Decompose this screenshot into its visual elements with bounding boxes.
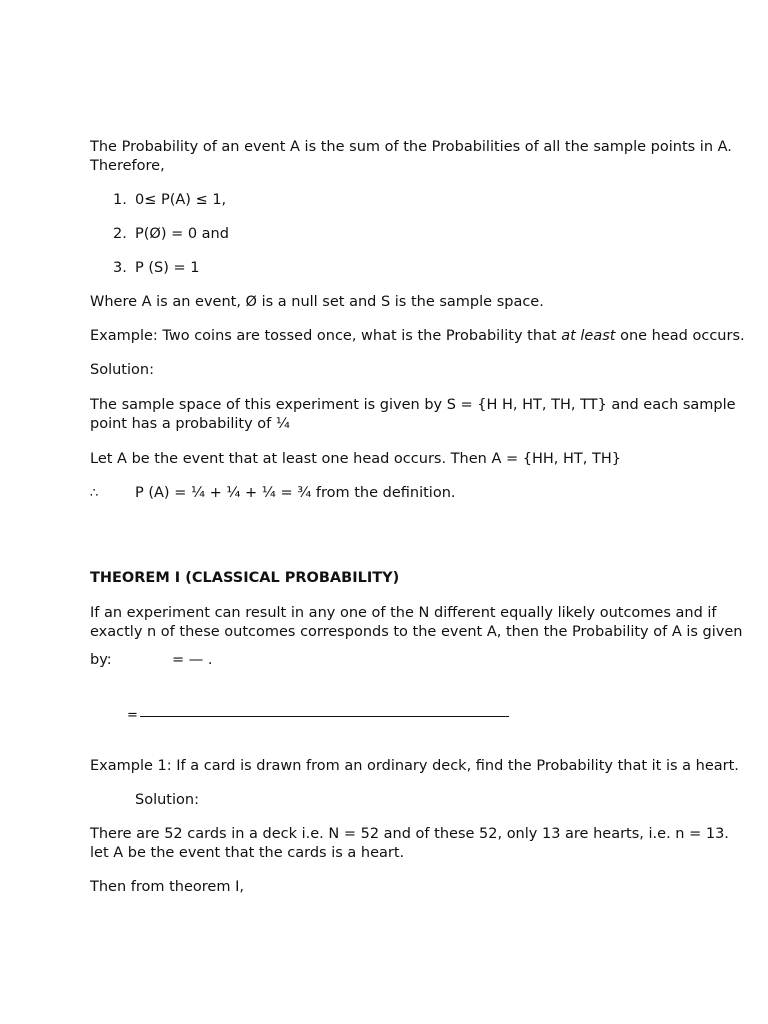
example-1-line-4: Then from theorem I, — [90, 879, 244, 895]
formula-fraction-line — [140, 716, 509, 717]
list-number-1: 1. — [113, 192, 127, 208]
example-1-line: Example 1: If a card is drawn from an ordinary deck, find the Probability that it is a heart. — [90, 758, 739, 774]
example-1-line-2: There are 52 cards in a deck i.e. N = 52 and of these 52, only 13 are hearts, i.e. n = 13. — [90, 826, 729, 842]
sample-space-line-1: The sample space of this experiment is given by S = {H H, HT, TH, TT} and each sample — [90, 397, 736, 413]
example-1-line-3: let A be the event that the cards is a heart. — [90, 845, 405, 861]
intro-line-1: The Probability of an event A is the sum of the Probabilities of all the sample points in A. — [90, 139, 732, 155]
list-item-3: P (S) = 1 — [135, 260, 200, 276]
solution-label: Solution: — [90, 362, 154, 378]
example-emphasis: at least — [561, 328, 616, 344]
example-1-solution-label: Solution: — [135, 792, 199, 808]
formula-fragment: = — . — [172, 652, 213, 668]
list-number-3: 3. — [113, 260, 127, 276]
event-definition-line: Let A be the event that at least one head occurs. Then A = {HH, HT, TH} — [90, 451, 621, 467]
theorem-text-line-3: by: — [90, 652, 112, 668]
intro-line-2: Therefore, — [90, 158, 165, 174]
therefore-symbol: ∴ — [90, 486, 100, 501]
theorem-text-line-2: exactly n of these outcomes corresponds to the event A, then the Probability of A is given — [90, 624, 743, 640]
example-text-after: one head occurs. — [615, 328, 745, 344]
theorem-text-line-1: If an experiment can result in any one of the N different equally likely outcomes and if — [90, 605, 717, 621]
formula-equals-sign: = — [127, 708, 138, 723]
sample-space-line-2: point has a probability of ¼ — [90, 416, 290, 432]
where-definition-line: Where A is an event, Ø is a null set and S is the sample space. — [90, 294, 544, 310]
list-item-1: 0≤ P(A) ≤ 1, — [135, 192, 227, 208]
list-item-2: P(Ø) = 0 and — [135, 226, 229, 242]
list-number-2: 2. — [113, 226, 127, 242]
probability-result-line: P (A) = ¼ + ¼ + ¼ = ¾ from the definition. — [135, 485, 456, 501]
example-text-before: Example: Two coins are tossed once, what is the Probability that — [90, 328, 562, 344]
example-line — [90, 327, 745, 346]
theorem-heading: THEOREM I (CLASSICAL PROBABILITY) — [90, 570, 400, 586]
